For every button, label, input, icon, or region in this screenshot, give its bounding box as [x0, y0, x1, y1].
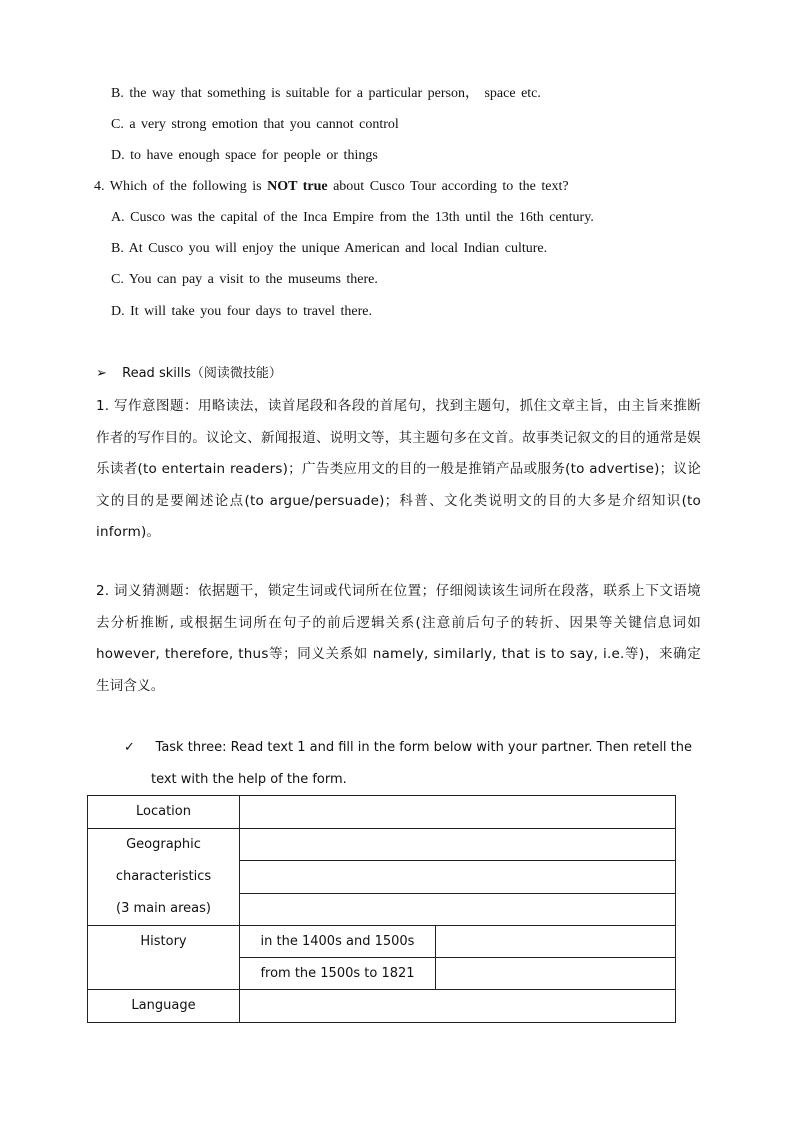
- q4-option-b: [111, 239, 547, 259]
- question-emphasis: NOT true: [267, 179, 328, 194]
- option-letter: B.: [111, 86, 124, 101]
- option-letter: B.: [111, 241, 124, 256]
- question-number: 4.: [94, 179, 105, 194]
- option-text: Cusco was the capital of the Inca Empire from the 13th until the 16th century.: [130, 210, 594, 225]
- option-letter: C.: [111, 117, 124, 132]
- option-text: the way that something is suitable for a particular person， space etc.: [129, 86, 541, 101]
- q3-option-c: [111, 115, 399, 135]
- answer-cell-history-1[interactable]: [436, 926, 676, 958]
- option-text: It will take you four days to travel there.: [130, 304, 372, 319]
- fill-in-form: [87, 795, 676, 1023]
- history-period-2: from the 1500s to 1821: [240, 958, 436, 990]
- answer-cell-location[interactable]: [240, 796, 676, 829]
- option-text: a very strong emotion that you cannot control: [129, 117, 399, 132]
- arrow-bullet-icon: ➢: [96, 366, 107, 381]
- q3-option-d: [111, 146, 378, 166]
- form-row-language: [88, 990, 676, 1023]
- answer-cell-history-2[interactable]: [436, 958, 676, 990]
- label-geographic-line-1: Geographic: [126, 837, 201, 852]
- q3-option-b: [111, 84, 541, 104]
- task-three-line-1: [124, 738, 692, 758]
- form-row-location: [88, 796, 676, 829]
- label-location: Location: [88, 796, 240, 829]
- answer-cell-geographic-1[interactable]: [240, 829, 676, 861]
- section-title: Read skills（阅读微技能）: [122, 366, 282, 381]
- checkmark-icon: ✓: [124, 740, 135, 755]
- q4-option-c: [111, 270, 378, 290]
- form-row-geographic: [88, 829, 676, 861]
- answer-cell-geographic-2[interactable]: [240, 861, 676, 893]
- read-skills-heading: [96, 364, 282, 384]
- task-three-line-2: text with the help of the form.: [151, 772, 347, 787]
- read-skill-point-2: 2. 词义猜测题：依据题干，锁定生词或代词所在位置；仔细阅读该生词所在段落，联系上下文语境去分析推断, 或根据生词所在句子的前后逻辑关系(注意前后句子的转折、因果等关键信息词如 however, therefore, thus等；同义关系如 namely, similarly, that is to say, i.e.等)，来确定生词含义。: [96, 583, 701, 694]
- answer-cell-language[interactable]: [240, 990, 676, 1023]
- option-text: At Cusco you will enjoy the unique American and local Indian culture.: [128, 241, 548, 256]
- form-row-history-1: [88, 926, 676, 958]
- q4-option-d: [111, 302, 372, 322]
- question-text: about Cusco Tour according to the text?: [333, 179, 569, 194]
- option-letter: A.: [111, 210, 125, 225]
- option-letter: D.: [111, 148, 125, 163]
- option-letter: C.: [111, 272, 124, 287]
- task-instruction: Task three: Read text 1 and fill in the form below with your partner. Then retell the: [155, 740, 693, 755]
- question-text: Which of the following is: [109, 179, 262, 194]
- label-geographic-line-3: (3 main areas): [116, 901, 211, 916]
- read-skill-point-1: 1. 写作意图题：用略读法，读首尾段和各段的首尾句，找到主题句，抓住文章主旨，由主旨来推断作者的写作目的。议论文、新闻报道、说明文等，其主题句多在文首。故事类记叙文的目的通常是娱乐读者(to entertain readers)；广告类应用文的目的一般是推销产品或服务(to advertise)；议论文的目的是要阐述论点(to argue/persuade)；科普、文化类说明文的目的大多是介绍知识(to inform)。: [96, 398, 701, 540]
- label-history: History: [88, 926, 240, 990]
- history-period-1: in the 1400s and 1500s: [240, 926, 436, 958]
- q4-stem: [94, 177, 569, 197]
- label-geographic: [88, 829, 240, 926]
- answer-cell-geographic-3[interactable]: [240, 893, 676, 925]
- label-geographic-line-2: characteristics: [115, 869, 212, 884]
- option-text: to have enough space for people or things: [130, 148, 378, 163]
- q4-option-a: [111, 208, 594, 228]
- label-language: Language: [88, 990, 240, 1023]
- option-text: You can pay a visit to the museums there.: [128, 272, 378, 287]
- option-letter: D.: [111, 304, 125, 319]
